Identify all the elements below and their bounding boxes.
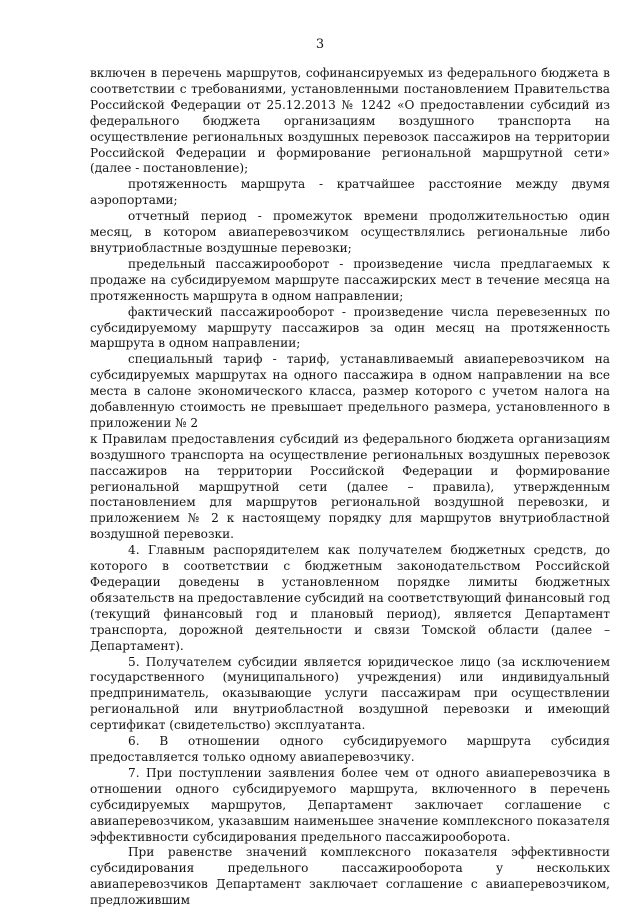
paragraph-clause-4: 4. Главным распорядителем как получателем бюджетных средств, до которого в соответствии с бюджетным законодательством Российской Федерации доведены в установленном порядке лимиты бюджетных обязательств на предоставление субсидий на соответствующий финансовый год (текущий финансовый год и плановый период), является Департамент транспорта, дорожной деятельности и связи Томской области (далее – Департамент).	[90, 543, 610, 653]
paragraph-clause-5: 5. Получателем субсидии является юридическое лицо (за исключением государственного (муниципального) учреждения) или индивидуальный предприниматель, оказывающие услуги пассажирам при осуществлении региональной или внутриобластной воздушной перевозки и имеющий сертификат (свидетельство) эксплуатанта.	[90, 654, 610, 733]
paragraph-route-length: протяженность маршрута - кратчайшее расстояние между двумя аэропортами;	[90, 177, 610, 208]
document-body	[90, 66, 610, 909]
paragraph-max-passenger-turnover: предельный пассажирооборот - произведение числа предлагаемых к продаже на субсидируемом маршруте пассажирских мест в течение месяца на протяженность маршрута в одном направлении;	[90, 256, 610, 303]
paragraph-actual-passenger-turnover: фактический пассажирооборот - произведение числа перевезенных по субсидируемому маршруту пассажиров за один месяц на протяженность маршрута в одном направлении;	[90, 304, 610, 351]
paragraph-clause-7: 7. При поступлении заявления более чем от одного авиаперевозчика в отношении одного субсидируемого маршрута, включенного в перечень субсидируемых маршрутов, Департамент заключает соглашение с авиаперевозчиком, указавшим наименьшее значение комплексного показателя эффективности субсидирования предельного пассажирооборота.	[90, 765, 610, 844]
paragraph-special-tariff: специальный тариф - тариф, устанавливаемый авиаперевозчиком на субсидируемых маршрутах на одного пассажира в одном направлении на все места в салоне экономического класса, размер которого с учетом налога на добавленную стоимость не превышает предельного размера, установленного в приложении № 2	[90, 352, 610, 430]
paragraph-reporting-period: отчетный период - промежуток времени продолжительностью один месяц, в котором авиаперевозчиком осуществлялись региональные либо внутриобластные воздушные перевозки;	[90, 209, 610, 255]
paragraph-rules-reference: к Правилам предоставления субсидий из федерального бюджета организациям воздушного транспорта на осуществление региональных воздушных перевозок пассажиров на территории Российской Федерации и формирование региональной маршрутной сети (далее – правила), утвержденным постановлением для маршрутов региональной воздушной перевозки, и приложением № 2 к настоящему порядку для маршрутов внутриобластной воздушной перевозки.	[90, 431, 610, 542]
paragraph-route-definition: включен в перечень маршрутов, софинансируемых из федерального бюджета в соответствии с требованиями, установленными постановлением Правительства Российской Федерации от 25.12.2013 № 1242 «О предоставлении субсидий из федерального бюджета организациям воздушного транспорта на осуществление региональных воздушных перевозок пассажиров на территории Российской Федерации и формирование региональной маршрутной сети» (далее - постановление);	[90, 66, 610, 176]
page-number: 3	[315, 37, 325, 52]
paragraph-clause-6: 6. В отношении одного субсидируемого маршрута субсидия предоставляется только одному авиаперевозчику.	[90, 734, 610, 764]
paragraph-equal-values: При равенстве значений комплексного показателя эффективности субсидирования предельного пассажирооборота у нескольких авиаперевозчиков Департамент заключает соглашение с авиаперевозчиком, предложившим	[90, 845, 610, 908]
